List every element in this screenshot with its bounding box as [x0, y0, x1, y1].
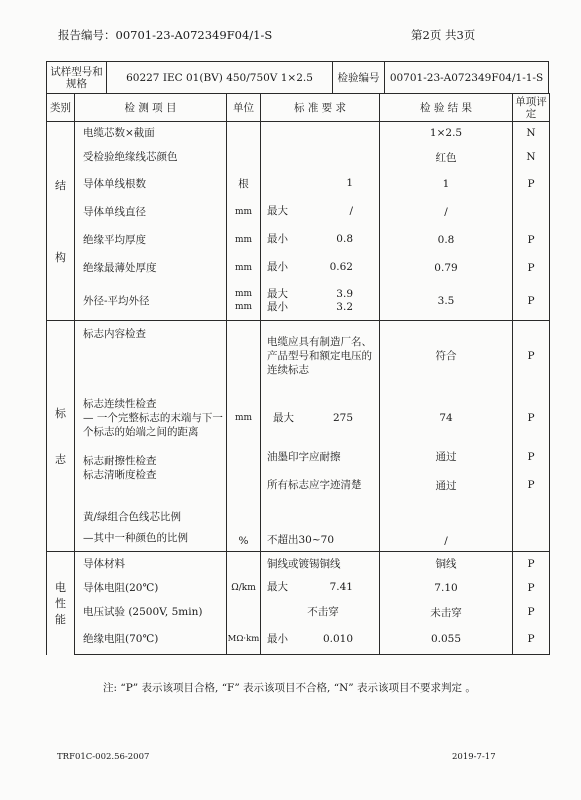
- category-electrical: 电 性 能: [47, 552, 75, 655]
- judgment-cell: P: [513, 282, 550, 321]
- result-cell: 红色: [380, 145, 513, 170]
- sample-info-table: [46, 61, 549, 94]
- test-results-table: [46, 93, 550, 655]
- result-cell: 通过: [380, 446, 513, 468]
- result-cell: 3.5: [380, 282, 513, 321]
- result-cell: 0.055: [380, 625, 513, 655]
- result-cell: 7.10: [380, 576, 513, 600]
- table-row-item: 标志内容检查: [75, 321, 227, 391]
- result-cell: 74: [380, 391, 513, 446]
- section-marking: 标 志 标志内容检查 电缆应具有制造厂名、产品型号和额定电压的连续标志 符合 P 标志连续性检查 — 一个完整标志的末端与下一个标志的始端之间的距离 mm 最大 275 74 P 标志耐擦性检查 油墨印字应耐擦 通过 P 标志清晰度检查 所有标志应字迹清楚 通过 P 黄/绿组合色线芯比例 —其中一种颜色的比例 % 不超出30~70 /: [47, 321, 550, 552]
- table-row-item: 绝缘最薄处厚度: [75, 254, 227, 282]
- judgment-cell: P: [513, 576, 550, 600]
- result-cell: /: [380, 503, 513, 552]
- report-date: 2019-7-17: [452, 752, 496, 762]
- report-number: 报告编号：00701-23-A072349F04/1-S: [58, 28, 273, 42]
- table-row-item: 电缆芯数×截面: [75, 122, 227, 145]
- judgment-cell: N: [513, 145, 550, 170]
- category-structure: 结 构: [47, 122, 75, 321]
- table-row-item: 外径-平均外径: [75, 282, 227, 321]
- judgment-cell: P: [513, 321, 550, 391]
- col-unit: 单位: [227, 94, 261, 122]
- result-cell: 未击穿: [380, 600, 513, 625]
- result-cell: 1: [380, 170, 513, 198]
- model-label: 试样型号和规格: [47, 62, 107, 94]
- id-value: 00701-23-A072349F04/1-1-S: [385, 62, 549, 94]
- table-row-item: 黄/绿组合色线芯比例 —其中一种颜色的比例: [75, 503, 227, 552]
- judgment-cell: P: [513, 226, 550, 254]
- result-cell: 1×2.5: [380, 122, 513, 145]
- result-cell: /: [380, 198, 513, 226]
- form-number: TRF01C-002.56-2007: [57, 752, 150, 762]
- judgment-cell: [513, 198, 550, 226]
- category-marking: 标 志: [47, 321, 75, 552]
- judgment-cell: P: [513, 170, 550, 198]
- col-category: 类别: [47, 94, 75, 122]
- judgment-cell: P: [513, 254, 550, 282]
- table-row-item: 导体材料: [75, 552, 227, 576]
- table-row-item: 导体电阻(20℃): [75, 576, 227, 600]
- result-cell: 符合: [380, 321, 513, 391]
- table-row-item: 标志耐擦性检查: [75, 446, 227, 468]
- table-row-item: 受检验绝缘线芯颜色: [75, 145, 227, 170]
- col-item: 检 测 项 目: [75, 94, 227, 122]
- section-electrical: 电 性 能 导体材料 铜线或镀锡铜线 铜线 P 导体电阻(20℃) Ω/km 最大 7.41 7.10 P 电压试验 (2500V, 5min) 不击穿 未击穿 P 绝缘电阻(70℃) MΩ·km 最小 0.010 0.055 P: [47, 552, 550, 655]
- id-label: 检验编号: [333, 62, 385, 94]
- judgment-cell: P: [513, 446, 550, 468]
- footnote: 注: “P” 表示该项目合格, “F” 表示该项目不合格, “N” 表示该项目不要求判定 。: [103, 682, 476, 694]
- judgment-cell: [513, 503, 550, 552]
- table-row-item: 导体单线根数: [75, 170, 227, 198]
- page-number: 第2页 共3页: [411, 28, 476, 42]
- result-cell: 铜线: [380, 552, 513, 576]
- col-result: 检 验 结 果: [380, 94, 513, 122]
- judgment-cell: P: [513, 600, 550, 625]
- table-row-item: 导体单线直径: [75, 198, 227, 226]
- col-standard: 标 准 要 求: [261, 94, 380, 122]
- judgment-cell: P: [513, 391, 550, 446]
- result-cell: 0.79: [380, 254, 513, 282]
- result-cell: 通过: [380, 468, 513, 503]
- judgment-cell: P: [513, 625, 550, 655]
- result-cell: 0.8: [380, 226, 513, 254]
- section-structure: 结 构 电缆芯数×截面 1×2.5 N 受检验绝缘线芯颜色 红色 N 导体单线根数 根 1 1 P 导体单线直径 mm 最大 / / 绝缘平均厚度 mm 最小 0.8 0.8 P 绝缘最薄处厚度 mm 最小 0.62 0.79 P 外径-平均外径 mm mm 最大 3.9 最小 3.2 3.5 P: [47, 122, 550, 321]
- table-row-item: 电压试验 (2500V, 5min): [75, 600, 227, 625]
- model-value: 60227 IEC 01(BV) 450/750V 1×2.5: [107, 62, 333, 94]
- judgment-cell: P: [513, 552, 550, 576]
- judgment-cell: N: [513, 122, 550, 145]
- table-row-item: 绝缘电阻(70℃): [75, 625, 227, 655]
- col-judgment: 单项评定: [513, 94, 550, 122]
- table-row-item: 标志清晰度检查: [75, 468, 227, 503]
- table-row-item: 绝缘平均厚度: [75, 226, 227, 254]
- table-row-item: 标志连续性检查 — 一个完整标志的末端与下一个标志的始端之间的距离: [75, 391, 227, 446]
- judgment-cell: P: [513, 468, 550, 503]
